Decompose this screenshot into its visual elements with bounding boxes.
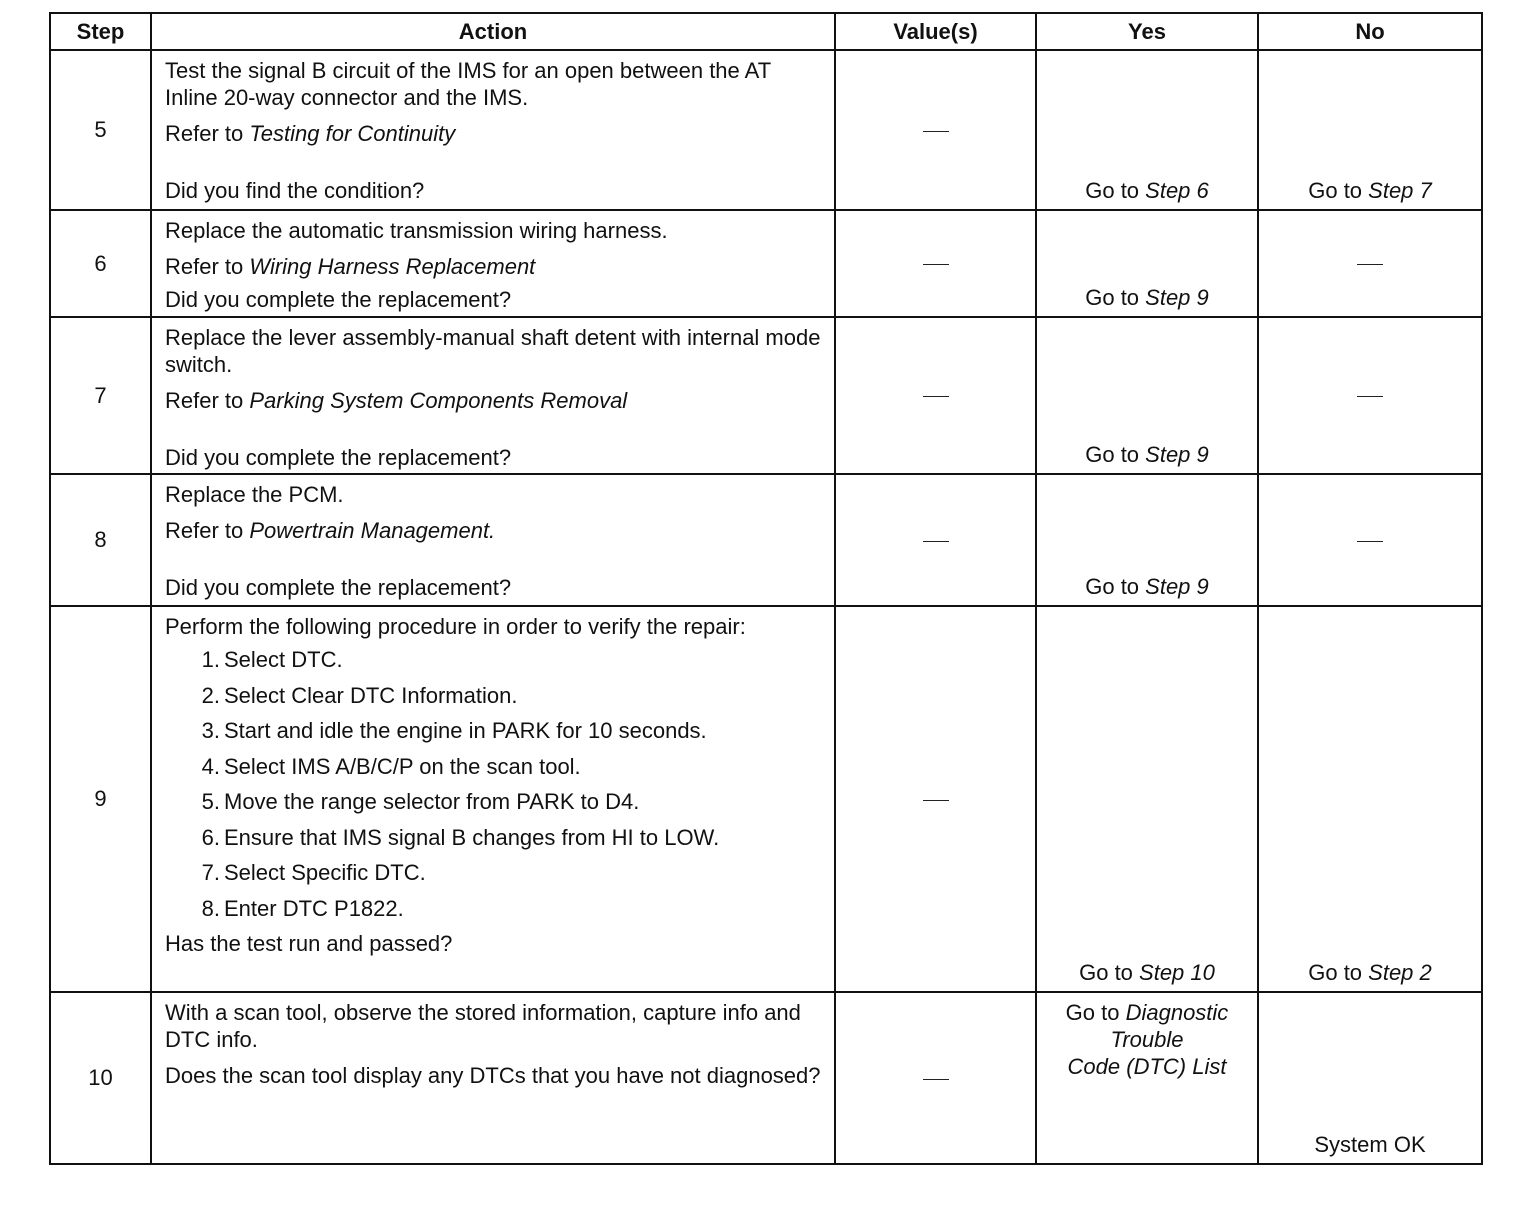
yes-goto[interactable] xyxy=(1037,285,1257,311)
procedure-item-text: Start and idle the engine in PARK for 10 seconds. xyxy=(224,718,707,743)
diagnostic-table xyxy=(49,12,1483,1165)
procedure-item-number: 8. xyxy=(201,895,220,921)
procedure-item-text: Enter DTC P1822. xyxy=(224,895,404,921)
action-text: Replace the PCM. xyxy=(165,482,344,507)
procedure-list xyxy=(165,646,822,922)
table-row xyxy=(50,606,1482,992)
goto-prefix: Go to xyxy=(1085,178,1146,203)
procedure-item-number: 1. xyxy=(201,647,220,672)
action-cell xyxy=(151,992,835,1164)
refer-prefix: Refer to xyxy=(165,518,250,543)
goto-prefix: Go to xyxy=(1079,960,1140,985)
no-goto[interactable] xyxy=(1259,960,1481,986)
action-question: Has the test run and passed? xyxy=(165,931,453,956)
refer-prefix: Refer to xyxy=(165,121,250,146)
action-question: Did you complete the replacement? xyxy=(165,287,512,312)
refer-line xyxy=(165,517,822,544)
step-number: 7 xyxy=(50,317,151,474)
table-row xyxy=(50,210,1482,317)
no-cell xyxy=(1258,317,1482,474)
goto-link[interactable]: Step 7 xyxy=(1368,178,1432,203)
goto-prefix: Go to xyxy=(1085,442,1146,467)
no-cell xyxy=(1258,474,1482,606)
dash-mark xyxy=(923,800,949,801)
yes-cell xyxy=(1036,317,1258,474)
header-values: Value(s) xyxy=(835,13,1036,50)
action-cell xyxy=(151,606,835,992)
header-yes: Yes xyxy=(1036,13,1258,50)
yes-cell xyxy=(1036,474,1258,606)
goto-link[interactable]: Code (DTC) List xyxy=(1067,1054,1227,1079)
yes-cell xyxy=(1036,50,1258,210)
procedure-item-number: 3. xyxy=(201,718,220,743)
step-number: 5 xyxy=(50,50,151,210)
action-question: Did you complete the replacement? xyxy=(165,575,512,600)
yes-cell xyxy=(1036,606,1258,992)
no-cell xyxy=(1258,210,1482,317)
dash-mark xyxy=(923,541,949,542)
dash-mark xyxy=(923,131,949,132)
procedure-item-text: Move the range selector from PARK to D4. xyxy=(224,789,640,814)
dash-mark xyxy=(1357,264,1383,265)
goto-link[interactable]: Step 9 xyxy=(1145,285,1209,310)
procedure-item-text: Ensure that IMS signal B changes from HI to LOW. xyxy=(224,824,720,850)
procedure-item xyxy=(165,824,822,851)
goto-prefix: Go to xyxy=(1065,1000,1126,1025)
yes-goto[interactable] xyxy=(1037,960,1257,986)
dash-mark xyxy=(923,264,949,265)
step-number: 8 xyxy=(50,474,151,606)
procedure-item-text: Select IMS A/B/C/P on the scan tool. xyxy=(224,753,581,779)
yes-goto[interactable] xyxy=(1037,442,1257,468)
value-cell xyxy=(835,992,1036,1164)
header-no: No xyxy=(1258,13,1482,50)
action-cell xyxy=(151,210,835,317)
goto-link[interactable]: Step 2 xyxy=(1368,960,1432,985)
refer-prefix: Refer to xyxy=(165,254,250,279)
no-result: System OK xyxy=(1314,1132,1426,1157)
refer-link[interactable]: Powertrain Management. xyxy=(249,518,496,543)
procedure-item-number: 2. xyxy=(201,682,220,708)
action-text: Replace the lever assembly-manual shaft detent with internal mode switch. xyxy=(165,325,821,377)
value-cell xyxy=(835,317,1036,474)
goto-prefix: Go to xyxy=(1085,285,1146,310)
goto-prefix: Go to xyxy=(1308,178,1369,203)
refer-link[interactable]: Wiring Harness Replacement xyxy=(249,254,536,279)
goto-link[interactable]: Step 9 xyxy=(1145,574,1209,599)
dash-mark xyxy=(923,396,949,397)
no-cell xyxy=(1258,992,1482,1164)
action-question: Did you complete the replacement? xyxy=(165,445,512,470)
table-row xyxy=(50,474,1482,606)
no-goto[interactable] xyxy=(1259,178,1481,204)
yes-goto[interactable] xyxy=(1037,178,1257,204)
action-text: With a scan tool, observe the stored information, capture info and DTC info. xyxy=(165,1000,801,1052)
header-row xyxy=(50,13,1482,50)
action-text: Perform the following procedure in order to verify the repair: xyxy=(165,614,746,639)
no-value xyxy=(1259,251,1481,277)
procedure-item xyxy=(165,717,822,744)
procedure-item xyxy=(165,859,822,886)
yes-cell xyxy=(1036,210,1258,317)
procedure-item xyxy=(165,788,822,815)
action-question: Does the scan tool display any DTCs that you have not diagnosed? xyxy=(165,1063,821,1088)
yes-goto[interactable] xyxy=(1037,993,1257,1080)
procedure-item xyxy=(165,682,822,709)
procedure-item-number: 6. xyxy=(201,824,220,850)
yes-goto[interactable] xyxy=(1037,574,1257,600)
refer-line xyxy=(165,387,822,414)
goto-prefix: Go to xyxy=(1308,960,1369,985)
refer-link[interactable]: Parking System Components Removal xyxy=(249,388,628,413)
refer-link[interactable]: Testing for Continuity xyxy=(249,121,456,146)
procedure-item-text: Select DTC. xyxy=(224,647,343,672)
goto-link[interactable]: Diagnostic xyxy=(1125,1000,1229,1025)
procedure-item xyxy=(165,895,822,922)
yes-cell xyxy=(1036,992,1258,1164)
procedure-item-text: Select Clear DTC Information. xyxy=(224,682,518,708)
action-text: Test the signal B circuit of the IMS for an open between the AT Inline 20-way connector and the IMS. xyxy=(165,58,771,110)
action-cell xyxy=(151,50,835,210)
refer-prefix: Refer to xyxy=(165,388,250,413)
value-cell xyxy=(835,210,1036,317)
header-action: Action xyxy=(151,13,835,50)
action-cell xyxy=(151,474,835,606)
refer-line xyxy=(165,253,822,280)
goto-prefix: Go to xyxy=(1085,574,1146,599)
dash-mark xyxy=(1357,541,1383,542)
value-cell xyxy=(835,474,1036,606)
header-step: Step xyxy=(50,13,151,50)
no-cell xyxy=(1258,50,1482,210)
table-row xyxy=(50,317,1482,474)
step-number: 9 xyxy=(50,606,151,992)
no-value xyxy=(1259,527,1481,553)
action-text: Replace the automatic transmission wiring harness. xyxy=(165,218,668,243)
action-cell xyxy=(151,317,835,474)
action-question: Did you find the condition? xyxy=(165,178,425,203)
dash-mark xyxy=(1357,396,1383,397)
goto-link[interactable]: Step 9 xyxy=(1145,442,1209,467)
refer-line xyxy=(165,120,822,147)
procedure-item xyxy=(165,646,822,673)
value-cell xyxy=(835,606,1036,992)
value-cell xyxy=(835,50,1036,210)
table-row xyxy=(50,50,1482,210)
step-number: 10 xyxy=(50,992,151,1164)
procedure-item-text: Select Specific DTC. xyxy=(224,860,426,885)
goto-link[interactable]: Trouble xyxy=(1110,1027,1184,1052)
goto-link[interactable]: Step 6 xyxy=(1145,178,1209,203)
procedure-item-number: 5. xyxy=(201,789,220,814)
table-row xyxy=(50,992,1482,1164)
no-value xyxy=(1259,383,1481,409)
no-cell xyxy=(1258,606,1482,992)
step-number: 6 xyxy=(50,210,151,317)
goto-link[interactable]: Step 10 xyxy=(1139,960,1215,985)
procedure-item xyxy=(165,753,822,780)
procedure-item-number: 7. xyxy=(201,860,220,885)
procedure-item-number: 4. xyxy=(201,753,220,779)
dash-mark xyxy=(923,1079,949,1080)
